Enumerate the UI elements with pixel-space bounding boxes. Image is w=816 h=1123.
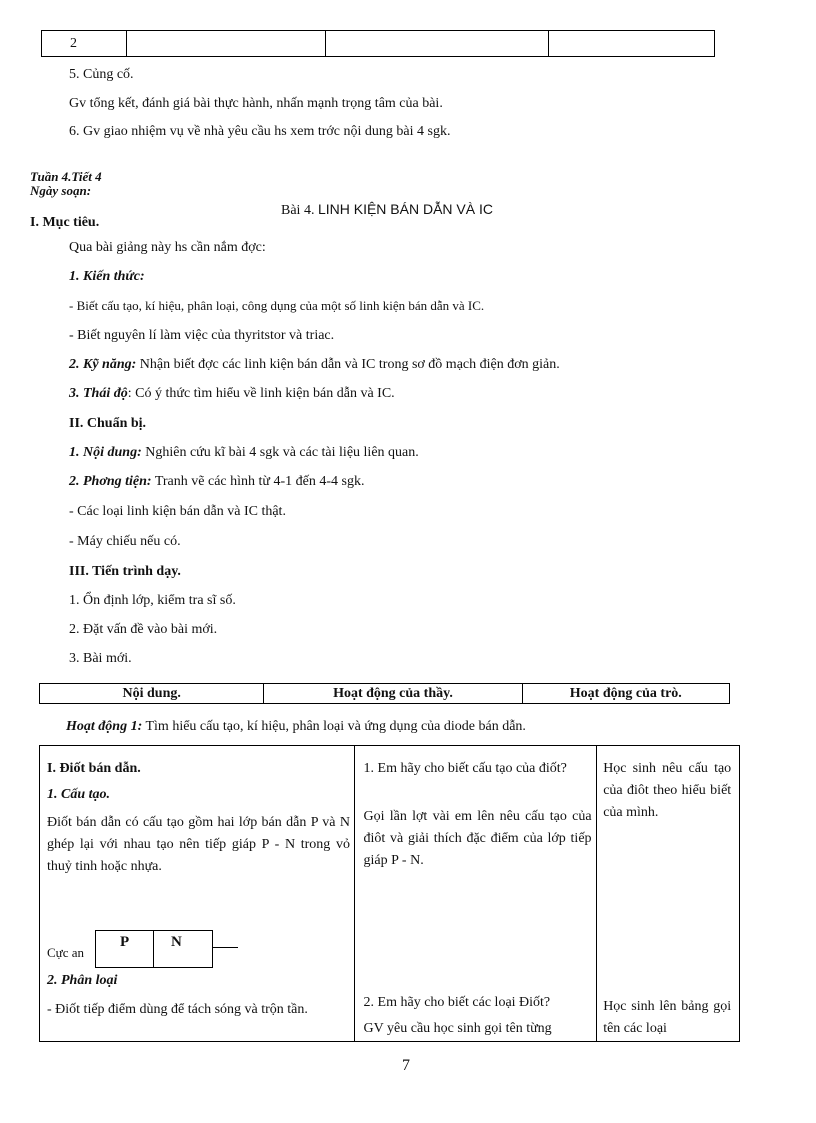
means-item: - Các loại linh kiện bán dẫn và IC thật. bbox=[69, 504, 286, 519]
classification-heading: 2. Phân loại bbox=[47, 973, 118, 988]
means-line bbox=[69, 474, 364, 490]
lesson-prefix: Bài 4. bbox=[281, 203, 315, 218]
header-content: Nội dung. bbox=[40, 684, 264, 704]
consolidation-line: 5. Củng cố. bbox=[69, 67, 134, 82]
knowledge-heading: 1. Kiến thức: bbox=[69, 269, 145, 284]
top-table-cell bbox=[326, 31, 549, 57]
lesson-table bbox=[39, 745, 740, 1042]
process-step: 3. Bài mới. bbox=[69, 651, 132, 666]
teacher-task-2: GV yêu cầu học sinh gọi tên từng bbox=[363, 1021, 552, 1036]
activity-text: Tìm hiểu cấu tạo, kí hiệu, phân loại và ứng dụng của diode bán dẫn. bbox=[142, 719, 526, 734]
structure-heading: 1. Cấu tạo. bbox=[47, 787, 111, 802]
skill-heading: 2. Kỹ năng: bbox=[69, 357, 137, 372]
lesson-title-text: LINH KIỆN BÁN DẪN VÀ IC bbox=[317, 201, 493, 217]
teacher-question-2: 2. Em hãy cho biết các loại Điốt? bbox=[363, 995, 551, 1010]
teacher-column bbox=[354, 746, 597, 1042]
teacher-question-1: 1. Em hãy cho biết cấu tạo của điốt? bbox=[363, 761, 567, 776]
top-table-row-number: 2 bbox=[42, 31, 127, 57]
student-response-1: Học sinh nêu cấu tạo của điôt theo hiểu biết của mình. bbox=[603, 761, 732, 820]
attitude-text: : Có ý thức tìm hiểu về linh kiện bán dẫn và IC. bbox=[127, 386, 395, 401]
top-table-cell bbox=[126, 31, 325, 57]
header-student: Hoạt động của trò. bbox=[522, 684, 729, 704]
diode-heading: I. Điốt bán dẫn. bbox=[47, 761, 141, 776]
p-layer-label: P bbox=[120, 934, 130, 950]
process-step: 2. Đặt vấn đề vào bài mới. bbox=[69, 622, 218, 637]
activity-label: Hoạt động 1: bbox=[66, 719, 143, 734]
section-process-heading: III. Tiến trình dạy. bbox=[69, 564, 181, 579]
teacher-task-1: Gọi lần lợt vài em lên nêu cấu tạo của điôt và giải thích đặc điểm của lớp tiếp giáp P - N. bbox=[363, 809, 592, 868]
classification-text: - Điốt tiếp điểm dùng để tách sóng và trộn tần. bbox=[47, 1002, 308, 1017]
content-line bbox=[69, 445, 419, 461]
content-text: Nghiên cứu kĩ bài 4 sgk và các tài liệu liên quan. bbox=[141, 445, 419, 460]
skill-line bbox=[69, 357, 560, 373]
means-text: Tranh vẽ các hình từ 4-1 đến 4-4 sgk. bbox=[151, 474, 365, 489]
student-response-2: Học sinh lên bảng gọi tên các loại bbox=[603, 999, 732, 1036]
knowledge-item: - Biết cấu tạo, kí hiệu, phân loại, công dụng của một số linh kiện bán dẫn và IC. bbox=[69, 298, 485, 313]
top-table-cell bbox=[548, 31, 714, 57]
date-label: Ngày soạn: bbox=[30, 183, 92, 198]
page-number: 7 bbox=[402, 1057, 410, 1074]
lesson-title bbox=[281, 201, 493, 219]
section-objectives-heading: I. Mục tiêu. bbox=[30, 215, 100, 230]
week-label: Tuần 4.Tiết 4 bbox=[30, 169, 102, 184]
activity-line bbox=[66, 719, 526, 735]
process-step: 1. Ổn định lớp, kiểm tra sĩ số. bbox=[69, 593, 236, 608]
means-heading: 2. Phơng tiện: bbox=[69, 474, 152, 489]
attitude-line bbox=[69, 386, 395, 402]
summary-line: Gv tổng kết, đánh giá bài thực hành, nhấn mạnh trọng tâm của bài. bbox=[69, 96, 443, 111]
content-column bbox=[40, 746, 355, 1042]
column-header-table bbox=[39, 683, 730, 704]
header-teacher: Hoạt động của thầy. bbox=[264, 684, 522, 704]
homework-line: 6. Gv giao nhiệm vụ về nhà yêu cầu hs xem trớc nội dung bài 4 sgk. bbox=[69, 124, 451, 139]
means-item: - Máy chiếu nếu có. bbox=[69, 534, 181, 549]
attitude-heading: 3. Thái độ bbox=[69, 386, 128, 401]
section-preparation-heading: II. Chuẩn bị. bbox=[69, 416, 147, 431]
objectives-intro: Qua bài giảng này hs cần nắm đợc: bbox=[69, 240, 266, 255]
skill-text: Nhận biết đợc các linh kiện bán dẫn và IC trong sơ đồ mạch điện đơn giản. bbox=[136, 357, 560, 372]
pn-divider bbox=[153, 931, 154, 967]
pn-junction-diagram bbox=[95, 930, 213, 968]
top-table bbox=[41, 30, 715, 57]
n-layer-label: N bbox=[171, 934, 182, 950]
structure-text: Điốt bán dẫn có cấu tạo gồm hai lớp bán dẫn P và N ghép lại với nhau tạo nên tiếp giáp P - N trong vỏ thuỷ tinh hoặc nhựa. bbox=[47, 815, 350, 874]
content-heading: 1. Nội dung: bbox=[69, 445, 142, 460]
student-column bbox=[597, 746, 740, 1042]
anode-label: Cực an bbox=[47, 945, 85, 960]
cathode-lead bbox=[212, 947, 238, 948]
knowledge-item: - Biết nguyên lí làm việc của thyritstor và triac. bbox=[69, 328, 335, 343]
